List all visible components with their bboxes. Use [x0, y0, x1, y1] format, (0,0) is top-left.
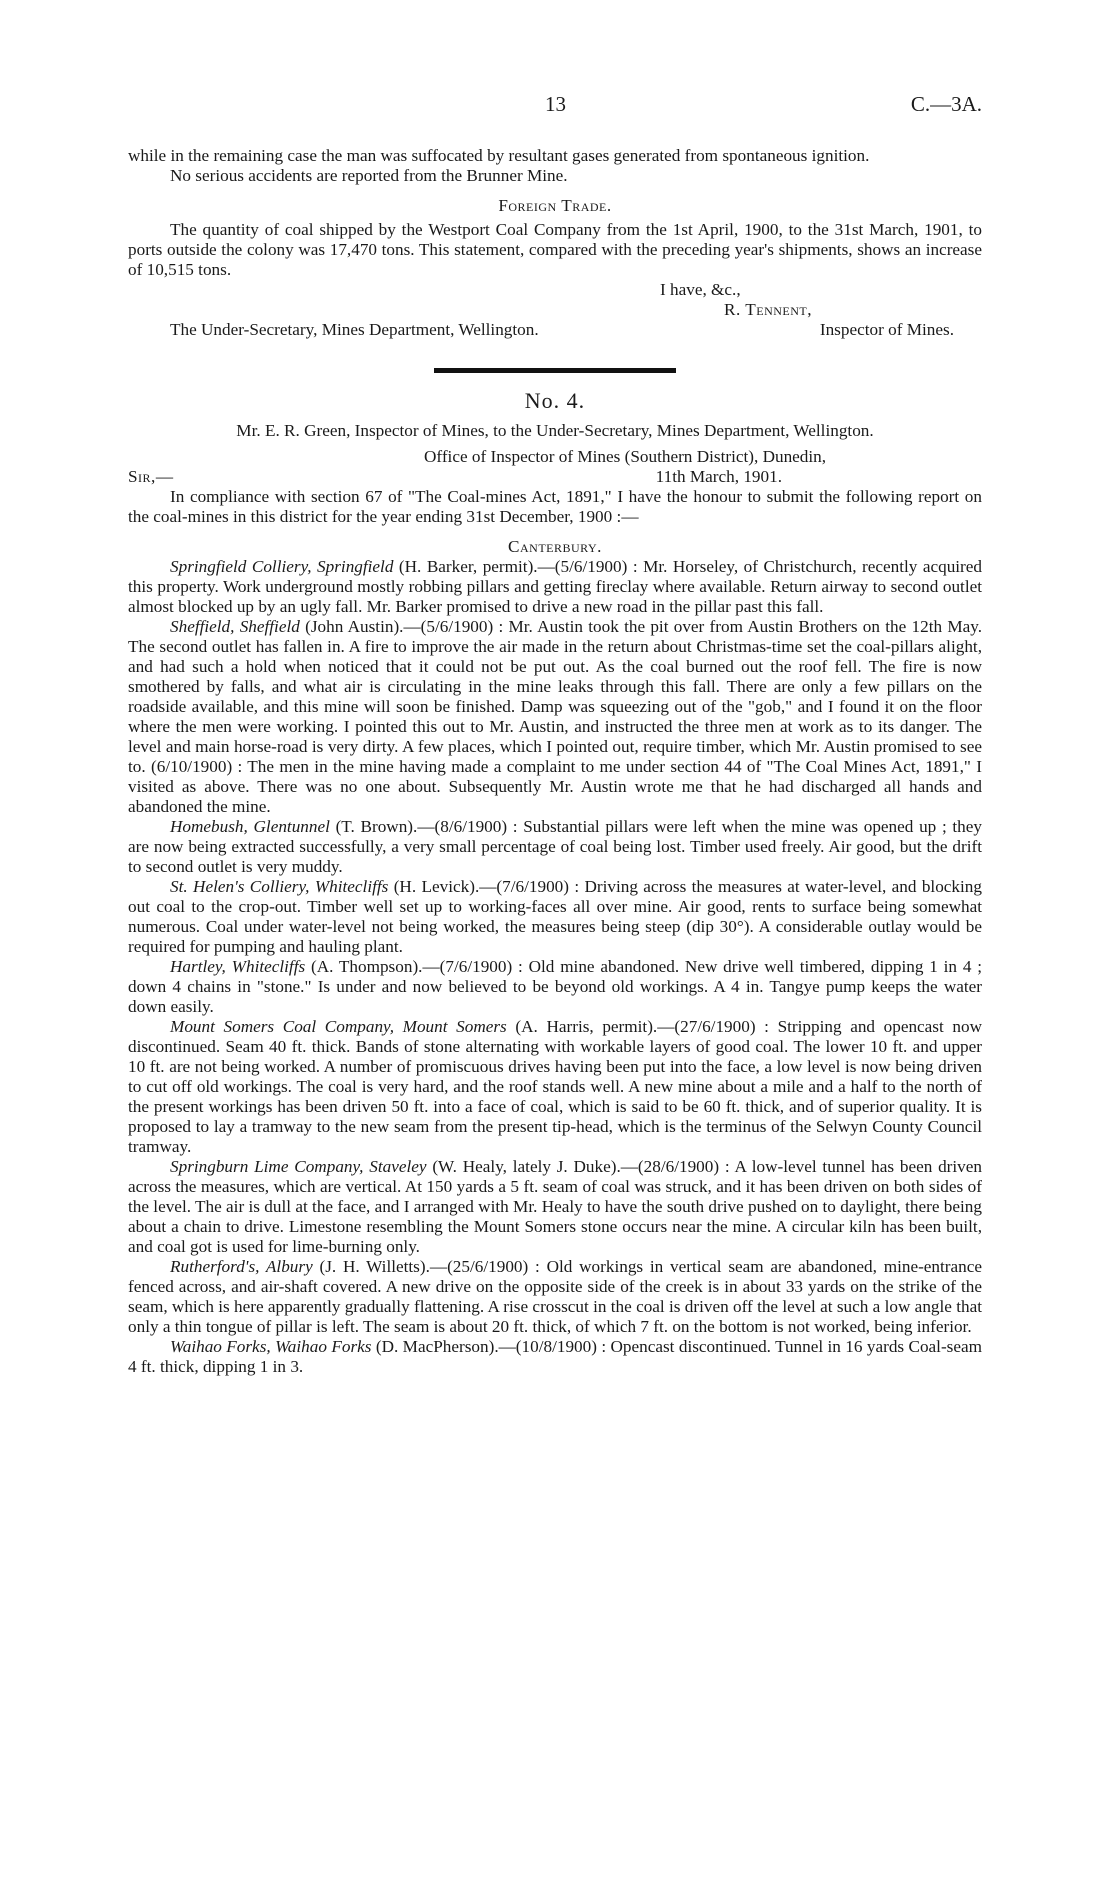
foreign-trade-heading: Foreign Trade.: [498, 196, 612, 215]
addressee: The Under-Secretary, Mines Department, Wellington.: [170, 320, 539, 339]
salutation-row: [128, 467, 982, 487]
mine-entry-body: (H. Levick).—(7/6/1900) : Driving across the measures at water-level, and blocking out coal to the crop-out. Timber well set up to working-faces all over mine. Air good, rents to surface being somewhat numerous. Coal under water-level not being worked, the measures being steep (dip 30°). A considerable outlay would be required for pumping and hauling plant.: [128, 877, 982, 956]
mine-entry-title: Sheffield, Sheffield: [170, 617, 300, 636]
signatory-title: Inspector of Mines.: [819, 320, 954, 339]
mine-entry-body: (W. Healy, lately J. Duke).—(28/6/1900) : A low-level tunnel has been driven across the measures, which are vertical. At 150 yards a 5 ft. seam of coal was struck, and it has been driven on both sides of the level. The air is dull at the face, and I arranged with Mr. Healy to have the south drive pushed on to daylight, there being about a chain to drive. Limestone resembling the Mount Somers stone occurs near the mine. A circular kiln has been built, and coal got is used for lime-burning only.: [128, 1157, 982, 1256]
mine-entry-title: Homebush, Glentunnel: [170, 817, 330, 836]
mine-entry-body: (T. Brown).—(8/6/1900) : Substantial pillars were left when the mine was opened up ; they are now being extracted successfully, a very small percentage of coal being lost. Timber used freely. Air good, but the drift to second outlet is very muddy.: [128, 817, 983, 876]
office-line: Office of Inspector of Mines (Southern District), Dunedin,: [424, 447, 827, 466]
brunner-paragraph: No serious accidents are reported from the Brunner Mine.: [170, 166, 568, 185]
section-divider-rule: [434, 368, 676, 373]
signatory-name: R. Tennent,: [724, 300, 813, 319]
page-content: [128, 146, 982, 1377]
mine-entry-title: Springburn Lime Company, Staveley: [170, 1157, 427, 1176]
closing-line: I have, &c.,: [660, 280, 741, 299]
mine-entry: [128, 557, 982, 617]
signature-row: [128, 320, 982, 340]
salutation: Sir,—: [128, 467, 174, 486]
mine-entry-title: Rutherford's, Albury: [170, 1257, 313, 1276]
mine-entry-title: Waihao Forks, Waihao Forks: [170, 1337, 372, 1356]
mine-entry-body: (J. H. Willetts).—(25/6/1900) : Old workings in vertical seam are abandoned, mine-entrance fenced across, and air-shaft covered. A new drive on the opposite side of the creek is in about 33 yards on the strike of the seam, which is here apparently gradually flattening. A rise crosscut in the coal is driven off the level at such a low angle that only a thin tongue of pillar is left. The seam is about 20 ft. thick, of which 7 ft. on the bottom is not worked, being inferior.: [128, 1257, 982, 1336]
mine-entry-body: (A. Harris, permit).—(27/6/1900) : Stripping and opencast now discontinued. Seam 40 ft. thick. Bands of stone alternating with workable layers of good coal. The lower 10 ft. and upper 10 ft. are not being worked. A number of promiscuous drives having been put into the face, a low level is now being driven to cut off old workings. The coal is very hard, and the roof stands well. A new mine about a mile and a half to the north of the present workings has been driven 50 ft. into a face of coal, which is said to be 60 ft. thick, and of superior quality. It is proposed to lay a tramway to the new seam from the present tip-head, which is the terminus of the Selwyn County Council tramway.: [128, 1017, 982, 1156]
mine-entry-title: Mount Somers Coal Company, Mount Somers: [170, 1017, 507, 1036]
region-heading: Canterbury.: [508, 537, 602, 556]
mine-entry-title: Hartley, Whitecliffs: [170, 957, 306, 976]
page-number: 13: [545, 92, 566, 116]
intro-paragraph: while in the remaining case the man was suffocated by resultant gases generated from spontaneous ignition.: [128, 146, 870, 165]
mine-entry: [128, 1157, 982, 1257]
mine-entry: [128, 1337, 982, 1377]
mine-entry-body: (A. Thompson).—(7/6/1900) : Old mine abandoned. New drive well timbered, dipping 1 in 4 ; down 4 chains in "stone." Is under and now believed to be beyond old workings. A 4 in. Tangye pump keeps the water down easily.: [128, 957, 982, 1016]
mine-entry-title: Springfield Colliery, Springfield: [170, 557, 394, 576]
mine-entries: [128, 557, 982, 1377]
mine-entry: [128, 957, 982, 1017]
mine-entry: [128, 877, 982, 957]
mine-entry-body: (D. MacPherson).—(10/8/1900) : Opencast discontinued. Tunnel in 16 yards Coal-seam 4 ft. thick, dipping 1 in 3.: [128, 1337, 982, 1376]
mine-entry: [128, 1257, 982, 1337]
opening-paragraph: In compliance with section 67 of "The Coal-mines Act, 1891," I have the honour to submit the following report on the coal-mines in this district for the year ending 31st December, 1900 :—: [128, 487, 982, 526]
foreign-trade-paragraph: The quantity of coal shipped by the Westport Coal Company from the 1st April, 1900, to the 31st March, 1901, to ports outside the colony was 17,470 tons. This statement, compared with the preceding year's shipments, shows an increase of 10,515 tons.: [128, 220, 982, 279]
mine-entry-title: St. Helen's Colliery, Whitecliffs: [170, 877, 389, 896]
document-reference: C.—3A.: [910, 92, 982, 116]
section-number: No. 4.: [524, 388, 586, 413]
letter-date: 11th March, 1901.: [655, 467, 782, 486]
mine-entry: [128, 817, 982, 877]
mine-entry: [128, 1017, 982, 1157]
mine-entry-body: (John Austin).—(5/6/1900) : Mr. Austin took the pit over from Austin Brothers on the 12th May. The second outlet has fallen in. A fire to improve the air made in the return about Christmas-time set the coal-pillars alight, and had such a hold when noticed that it could not be put out. As the coal burned out the roof fell. The fire is now smothered by falls, and what air is circulating in the mine leaks through this fall. There are only a few pillars on the roadside available, and this mine will soon be finished. Damp was squeezing out of the "gob," and I found it on the floor where the men were working. I pointed this out to Mr. Austin, and instructed the three men at work as to its danger. The level and main horse-road is very dirty. A few places, which I pointed out, require timber, which Mr. Austin promised to see to. (6/10/1900) : The men in the mine having made a complaint to me under section 44 of "The Coal Mines Act, 1891," I visited as above. There was no one about. Subsequently Mr. Austin wrote me that he had discharged all hands and abandoned the mine.: [128, 617, 983, 816]
mine-entry: [128, 617, 982, 817]
mine-entry-body: (H. Barker, permit).—(5/6/1900) : Mr. Horseley, of Christchurch, recently acquired this property. Work underground mostly robbing pillars and getting fireclay where available. Return airway to second outlet almost blocked up by an ugly fall. Mr. Barker promised to drive a new road in the pillar past this fall.: [128, 557, 983, 616]
letter-from-line: Mr. E. R. Green, Inspector of Mines, to the Under-Secretary, Mines Department, Wellington.: [236, 421, 874, 440]
